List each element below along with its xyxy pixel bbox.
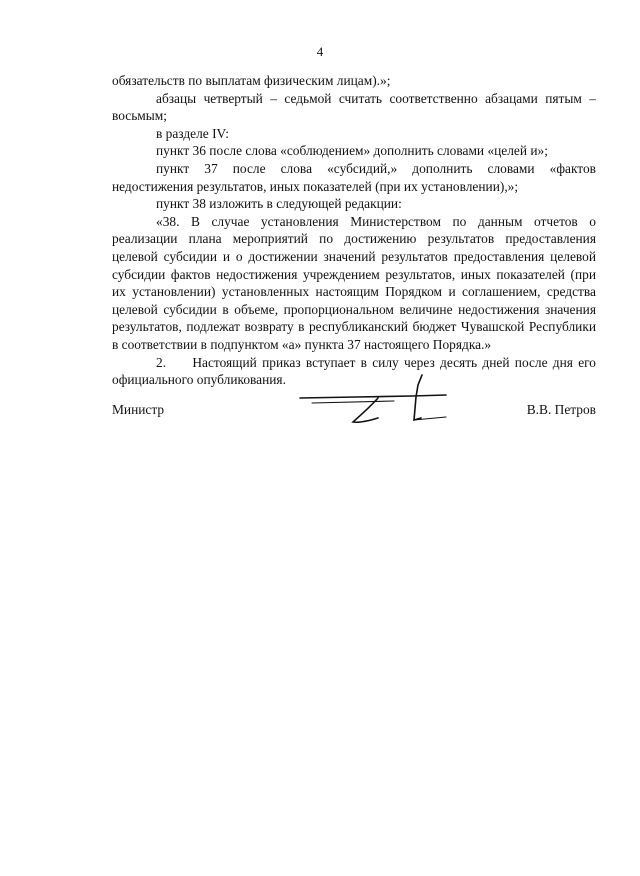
document-body bbox=[112, 72, 596, 389]
signature-block bbox=[112, 398, 596, 428]
paragraph-renumber: абзацы четвертый – седьмой считать соответственно абзацами пятым – восьмым; bbox=[112, 90, 596, 124]
signatory-name: В.В. Петров bbox=[526, 402, 596, 417]
page-number: 4 bbox=[316, 44, 324, 59]
paragraph-point-37: пункт 37 после слова «субсидий,» дополнить словами «фактов недостижения результатов, иных показателей (при их установлении),»; bbox=[112, 160, 596, 194]
paragraph-point-38-intro: пункт 38 изложить в следующей редакции: bbox=[156, 196, 402, 212]
paragraph-section-iv: в разделе IV: bbox=[156, 125, 229, 141]
paragraph-point-36: пункт 36 после слова «соблюдением» дополнить словами «целей и»; bbox=[156, 143, 548, 159]
signatory-title: Министр bbox=[112, 402, 165, 417]
paragraph-obligations: обязательств по выплатам физическим лицам).»; bbox=[112, 73, 391, 88]
paragraph-effective-date: 2. Настоящий приказ вступает в силу через десять дней после дня его официального опубликования. bbox=[112, 354, 596, 388]
paragraph-point-38-text: «38. В случае установления Министерством по данным отчетов о реализации плана мероприятий по достижению результатов предоставления целевой субсидии и о достижении значений результатов предоставления целевой субсидии фактов недостижения учреждением результатов, иных показателей (при их установлении) установленных настоящим Порядком и соглашением, средства целевой субсидии в объеме, пропорциональном величине недостижения значения результатов, подлежат возврату в республиканский бюджет Чувашской Республики в соответствии в подпунктом «а» пункта 37 настоящего Порядка.» bbox=[112, 213, 596, 352]
handwritten-signature-icon bbox=[298, 372, 448, 430]
